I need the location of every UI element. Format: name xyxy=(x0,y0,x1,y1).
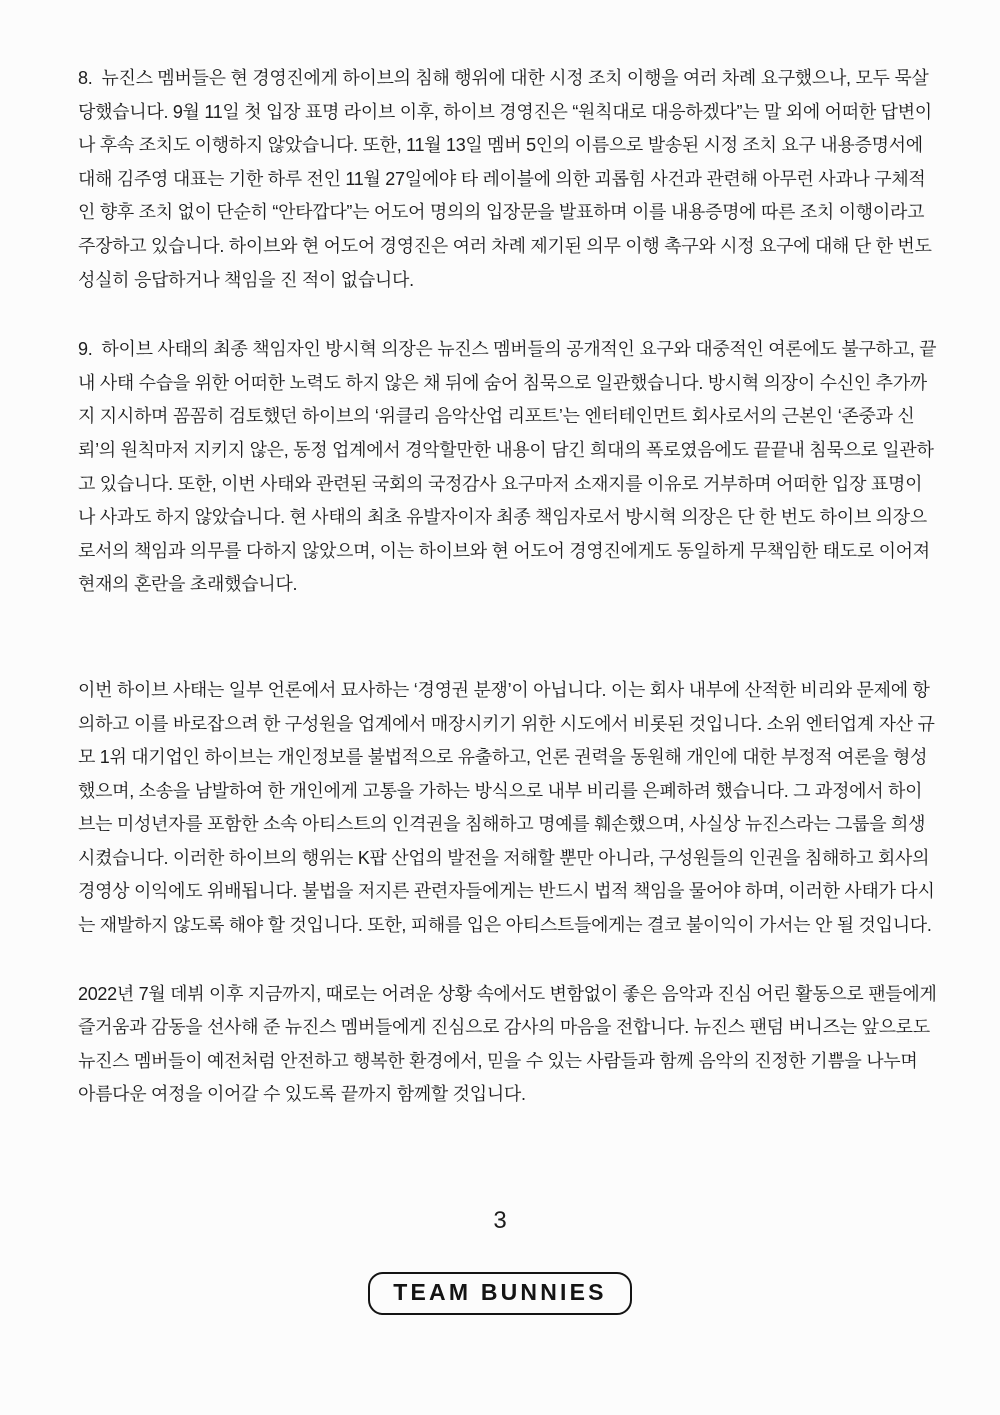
list-item-8 xyxy=(78,62,938,297)
page-number: 3 xyxy=(493,1207,507,1235)
list-item-9-text: 하이브 사태의 최종 책임자인 방시혁 의장은 뉴진스 멤버들의 공개적인 요구와 대중적인 여론에도 불구하고, 끝내 사태 수습을 위한 어떠한 노력도 하지 않은 채 뒤에 숨어 침묵으로 일관했습니다. 방시혁 의장이 수신인 추가까지 지시하며 꼼꼼히 검토했던 하이브의 ‘위클리 음악산업 리포트’는 엔터테인먼트 회사로서의 근본인 ‘존중과 신뢰’의 원칙마저 지키지 않은, 동정 업계에서 경악할만한 내용이 담긴 희대의 폭로였음에도 끝끝내 침묵으로 일관하고 있습니다. 또한, 이번 사태와 관련된 국회의 국정감사 요구마저 소재지를 이유로 거부하며 어떠한 입장 표명이나 사과도 하지 않았습니다. 현 사태의 최초 유발자이자 최종 책임자로서 방시혁 의장은 단 한 번도 하이브 의장으로서의 책임과 의무를 다하지 않았으며, 이는 하이브와 현 어도어 경영진에게도 동일하게 무책임한 태도로 이어져 현재의 혼란을 초래했습니다. xyxy=(78,339,937,595)
team-bunnies-stamp: TEAM BUNNIES xyxy=(368,1272,631,1315)
list-item-8-number: 8. xyxy=(78,68,93,88)
closing-paragraph-2: 2022년 7월 데뷔 이후 지금까지, 때로는 어려운 상황 속에서도 변함없이 좋은 음악과 진심 어린 활동으로 팬들에게 즐거움과 감동을 선사해 준 뉴진스 멤버들에게 진심으로 감사의 마음을 전합니다. 뉴진스 팬덤 버니즈는 앞으로도 뉴진스 멤버들이 예전처럼 안전하고 행복한 환경에서, 믿을 수 있는 사람들과 함께 음악의 진정한 기쁨을 나누며 아름다운 여정을 이어갈 수 있도록 끝까지 함께할 것입니다. xyxy=(78,983,937,1105)
stamp-wrap xyxy=(0,1272,1000,1315)
list-item-9 xyxy=(78,333,938,602)
page-footer xyxy=(0,1208,1000,1315)
list-item-8-text: 뉴진스 멤버들은 현 경영진에게 하이브의 침해 행위에 대한 시정 조치 이행을 여러 차례 요구했으나, 모두 묵살당했습니다. 9월 11일 첫 입장 표명 라이브 이후, 하이브 경영진은 “원칙대로 대응하겠다”는 말 외에 어떠한 답변이나 후속 조치도 이행하지 않았습니다. 또한, 11월 13일 멤버 5인의 이름으로 발송된 시정 조치 요구 내용증명서에 대해 김주영 대표는 기한 하루 전인 11월 27일에야 타 레이블에 의한 괴롭힘 사건과 관련해 아무런 사과나 구체적인 향후 조치 없이 단순히 “안타깝다”는 어도어 명의의 입장문을 발표하며 이를 내용증명에 따른 조치 이행이라고 주장하고 있습니다. 하이브와 현 어도어 경영진은 여러 차례 제기된 의무 이행 촉구와 시정 요구에 대해 단 한 번도 성실히 응답하거나 책임을 진 적이 없습니다. xyxy=(78,68,932,290)
statement-body xyxy=(0,62,1000,1112)
list-item-9-number: 9. xyxy=(78,339,93,360)
closing-paragraph-1: 이번 하이브 사태는 일부 언론에서 묘사하는 ‘경영권 분쟁’이 아닙니다. 이는 회사 내부에 산적한 비리와 문제에 항의하고 이를 바로잡으려 한 구성원을 업계에서 매장시키기 위한 시도에서 비롯된 것입니다. 소위 엔터업계 자산 규모 1위 대기업인 하이브는 개인정보를 불법적으로 유출하고, 언론 권력을 동원해 개인에 대한 부정적 여론을 형성했으며, 소송을 남발하여 한 개인에게 고통을 가하는 방식으로 내부 비리를 은폐하려 했습니다. 그 과정에서 하이브는 미성년자를 포함한 소속 아티스트의 인격권을 침해하고 명예를 훼손했으며, 사실상 뉴진스라는 그룹을 희생시켰습니다. 이러한 하이브의 행위는 K팝 산업의 발전을 저해할 뿐만 아니라, 구성원들의 인권을 침해하고 회사의 경영상 이익에도 위배됩니다. 불법을 저지른 관련자들에게는 반드시 법적 책임을 물어야 하며, 이러한 사태가 다시는 재발하지 않도록 해야 할 것입니다. 또한, 피해를 입은 아티스트들에게는 결코 불이익이 가서는 안 될 것입니다. xyxy=(78,679,935,936)
